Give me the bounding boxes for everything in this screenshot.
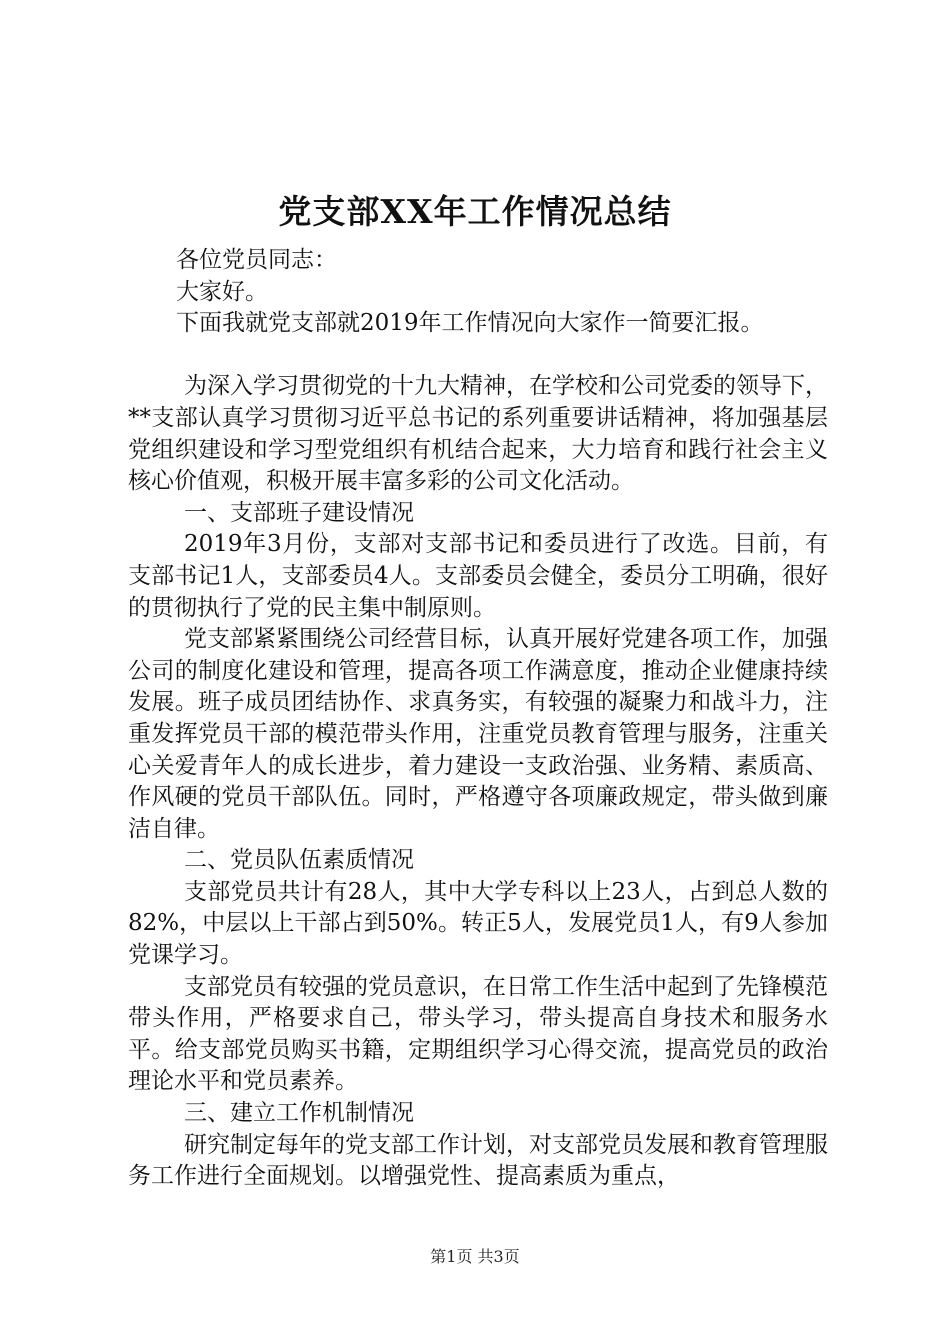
paragraph-opening: 为深入学习贯彻党的十九大精神，在学校和公司党委的领导下，**支部认真学习贯彻习近平总书记的系列重要讲话精神，将加强基层党组织建设和学习型党组织有机结合起来，大力培育和践行社会主义核心价值观，积极开展丰富多彩的公司文化活动。 [128,373,828,495]
paragraph-gap [128,340,828,372]
paragraph-members-awareness: 支部党员有较强的党员意识，在日常工作生活中起到了先锋模范带头作用，严格要求自己，带头学习，带头提高自身技术和服务水平。给支部党员购买书籍，定期组织学习心得交流，提高党员的政治理论水平和党员素养。 [128,973,828,1095]
paragraph-members-stats: 支部党员共计有28人，其中大学专科以上23人，占到总人数的82%，中层以上干部占到50%。转正5人，发展党员1人，有9人参加党课学习。 [128,878,828,969]
salutation: 各位党员同志： [176,247,337,273]
section-heading-3: 三、建立工作机制情况 [184,1100,414,1127]
paragraph-team: 党支部紧紧围绕公司经营目标，认真开展好党建各项工作，加强公司的制度化建设和管理，提高各项工作满意度，推动企业健康持续发展。班子成员团结协作、求真务实，有较强的凝聚力和战斗力，注重发挥党员干部的模范带头作用，注重党员教育管理与服务，注重关心关爱青年人的成长进步，着力建设一支政治强、业务精、素质高、作风硬的党员干部队伍。同时，严格遵守各项廉政规定，带头做到廉洁自律。 [128,626,828,842]
section-heading-1: 一、支部班子建设情况 [184,499,414,526]
document-title: 党支部XX年工作情况总结 [278,192,672,231]
paragraph-committee: 2019年3月份，支部对支部书记和委员进行了改选。目前，有支部书记1人，支部委员4人。支部委员会健全，委员分工明确，很好的贯彻执行了党的民主集中制原则。 [128,531,828,621]
greeting: 大家好。 [176,278,268,305]
page-number-footer: 第1页 共3页 [430,1247,520,1266]
document-body [128,245,828,1193]
section-heading-2: 二、党员队伍素质情况 [184,847,414,874]
paragraph-mechanism: 研究制定每年的党支部工作计划，对支部党员发展和教育管理服务工作进行全面规划。以增强党性、提高素质为重点， [128,1131,828,1190]
intro-paragraph: 下面我就党支部就2019年工作情况向大家作一简要汇报。 [176,310,764,337]
